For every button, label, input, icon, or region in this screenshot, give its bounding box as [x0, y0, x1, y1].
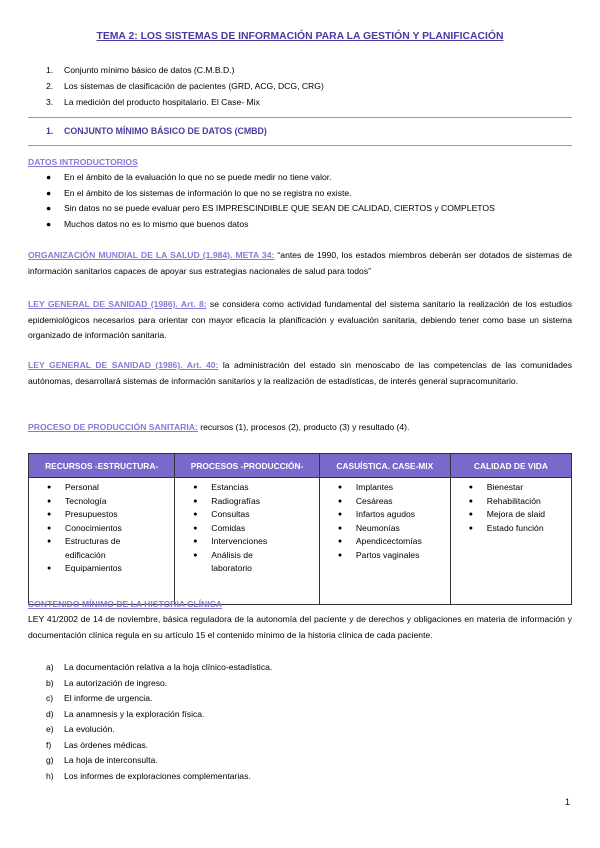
list-item-text: El informe de urgencia. [64, 693, 153, 703]
oms-paragraph [28, 248, 572, 279]
table-list-item: ● Intervenciones [193, 535, 319, 549]
divider [28, 117, 572, 118]
table-list-item: ● Estancias [193, 481, 319, 495]
list-marker: d) [46, 708, 54, 719]
historia-list [46, 660, 566, 784]
table-list-item: ● Consultas [193, 508, 319, 522]
table-cell [450, 478, 571, 605]
list-item [46, 201, 566, 217]
ley40-paragraph [28, 358, 572, 389]
table-list-item: ● Tecnología [47, 495, 174, 509]
historia-heading [28, 597, 572, 613]
document-title: TEMA 2: LOS SISTEMAS DE INFORMACIÓN PARA LA GESTIÓN Y PLANIFICACIÓN [96, 31, 504, 42]
proceso-text: recursos (1), procesos (2), producto (3) y resultado (4). [197, 422, 410, 432]
list-item-text: La hoja de interconsulta. [64, 755, 158, 765]
section-number: 1. [46, 126, 54, 136]
bullet-icon: ● [46, 172, 52, 182]
divider [28, 145, 572, 146]
list-item-text: En el ámbito de la evaluación lo que no se puede medir no tiene valor. [64, 172, 332, 182]
list-item [46, 691, 566, 707]
oms-heading: ORGANIZACIÓN MUNDIAL DE LA SALUD (1.984). META 34: [28, 250, 275, 260]
table-list-item: ● Partos vaginales [338, 549, 450, 563]
table-list-item: ● Bienestar [469, 481, 571, 495]
toc-item [46, 78, 566, 94]
ley8-paragraph [28, 297, 572, 344]
table-header: PROCESOS -PRODUCCIÓN- [175, 454, 320, 478]
table-list-item: ● Análisis de laboratorio [193, 549, 281, 576]
list-item [46, 753, 566, 769]
list-item [46, 660, 566, 676]
table-list-item: ● Personal [47, 481, 174, 495]
table-list-item: ● Conocimientos [47, 522, 174, 536]
table-header: CASUÍSTICA. CASE-MIX [319, 454, 450, 478]
table-cell [29, 478, 175, 605]
list-marker: f) [46, 739, 52, 750]
page-number: 1 [564, 797, 570, 807]
list-marker: g) [46, 755, 54, 765]
bullet-icon: ● [46, 203, 52, 213]
list-item [46, 217, 566, 233]
list-marker: h) [46, 770, 54, 781]
datos-list [46, 170, 566, 232]
list-item-text: La autorización de ingreso. [64, 677, 168, 688]
toc-text: Los sistemas de clasificación de pacientes (GRD, ACG, DCG, CRG) [64, 81, 324, 91]
table-list-item: ● Estado función [469, 522, 571, 536]
ley8-text: se considera como actividad fundamental del sistema sanitario la realización de los estudios epidemiológicos necesarios para orientar con mayor eficacia la planificación y evaluación sanitaria, debiendo tener como base un sistema organizado de información sanitaria. [28, 299, 572, 340]
ley8-heading: LEY GENERAL DE SANIDAD (1986). Art. 8: [28, 299, 207, 309]
list-marker: a) [46, 662, 54, 672]
list-item-text: Los informes de exploraciones complementarias. [64, 770, 251, 781]
list-item [46, 676, 566, 692]
table-header: RECURSOS -ESTRUCTURA- [29, 454, 175, 478]
list-item-text: Muchos datos no es lo mismo que buenos datos [64, 218, 249, 229]
ley40-text: la administración del estado sin menoscabo de las competencias de las comunidades autónomas, desarrollará sistemas de información sanitarios y la realización de estadísticas, de interés general supracomunitario. [28, 360, 572, 386]
production-table [28, 453, 572, 605]
list-item-text: En el ámbito de los sistemas de información lo que no se registra no existe. [64, 187, 352, 198]
historia-heading-text: CONTENIDO MÍNIMO DE LA HISTORIA CLÍNICA [28, 599, 222, 609]
table-list-item: ● Comidas [193, 522, 319, 536]
toc-text: Conjunto mínimo básico de datos (C.M.B.D.) [64, 65, 235, 75]
toc-number: 1. [46, 65, 54, 75]
table-list-item: ● Mejora de slaid [469, 508, 571, 522]
list-item [46, 707, 566, 723]
bullet-icon: ● [46, 218, 52, 229]
bullet-icon: ● [46, 187, 52, 198]
table-list-item: ● Neumonías [338, 522, 450, 536]
datos-heading [28, 155, 572, 171]
list-marker: b) [46, 677, 54, 688]
list-item-text: Las órdenes médicas. [64, 739, 149, 750]
table-list-item: ● Rehabilitación [469, 495, 571, 509]
table-list-item: ● Equipamientos [47, 562, 174, 576]
table-list-item: ● Apendicectomías [338, 535, 450, 549]
table-cell [319, 478, 450, 605]
oms-text: “antes de 1990, los estados miembros deberán ser dotados de sistemas de información sanitarios capaces de apoyar sus estrategias nacionales de salud para todos” [28, 250, 573, 276]
list-item [46, 738, 566, 754]
list-item [46, 170, 566, 186]
proceso-paragraph [28, 420, 572, 436]
table-list-item: ● Presupuestos [47, 508, 174, 522]
list-item [46, 186, 566, 202]
table-of-contents [46, 62, 566, 110]
list-item-text: La documentación relativa a la hoja clínico-estadística. [64, 662, 273, 672]
list-marker: c) [46, 693, 54, 703]
table-list-item: ● Radiografías [193, 495, 319, 509]
toc-item [46, 62, 566, 78]
table-list-item: ● Infartos agudos [338, 508, 450, 522]
list-item-text: La anamnesis y la exploración física. [64, 708, 205, 719]
ley40-heading: LEY GENERAL DE SANIDAD (1986). Art. 40: [28, 360, 219, 370]
toc-text: La medición del producto hospitalario. El Case- Mix [64, 97, 260, 107]
toc-item [46, 94, 566, 110]
table-cell [175, 478, 320, 605]
list-item-text: La evolución. [64, 724, 115, 734]
list-item [46, 769, 566, 785]
historia-intro: LEY 41/2002 de 14 de noviembre, básica reguladora de la autonomía del paciente y de derechos y obligaciones en materia de información y documentación clínica regula en su artículo 15 el contenido mínimo de la historia clínica de cada paciente. [28, 614, 572, 640]
list-item [46, 722, 566, 738]
proceso-heading: PROCESO DE PRODUCCIÓN SANITARIA: [28, 422, 198, 432]
table-header: CALIDAD DE VIDA [450, 454, 571, 478]
section-title: CONJUNTO MÍNIMO BÁSICO DE DATOS (CMBD) [64, 126, 267, 136]
list-item-text: Sin datos no se puede evaluar pero ES IMPRESCINDIBLE QUE SEAN DE CALIDAD, CIERTOS y COMPLETOS [64, 203, 495, 213]
section-heading [46, 126, 267, 136]
toc-number: 3. [46, 97, 54, 107]
toc-number: 2. [46, 81, 54, 91]
table-list-item: ● Cesáreas [338, 495, 450, 509]
list-marker: e) [46, 724, 54, 734]
table-list-item: ● Estructuras de edificación [47, 535, 143, 562]
table-list-item: ● Implantes [338, 481, 450, 495]
datos-heading-text: DATOS INTRODUCTORIOS [28, 157, 138, 167]
